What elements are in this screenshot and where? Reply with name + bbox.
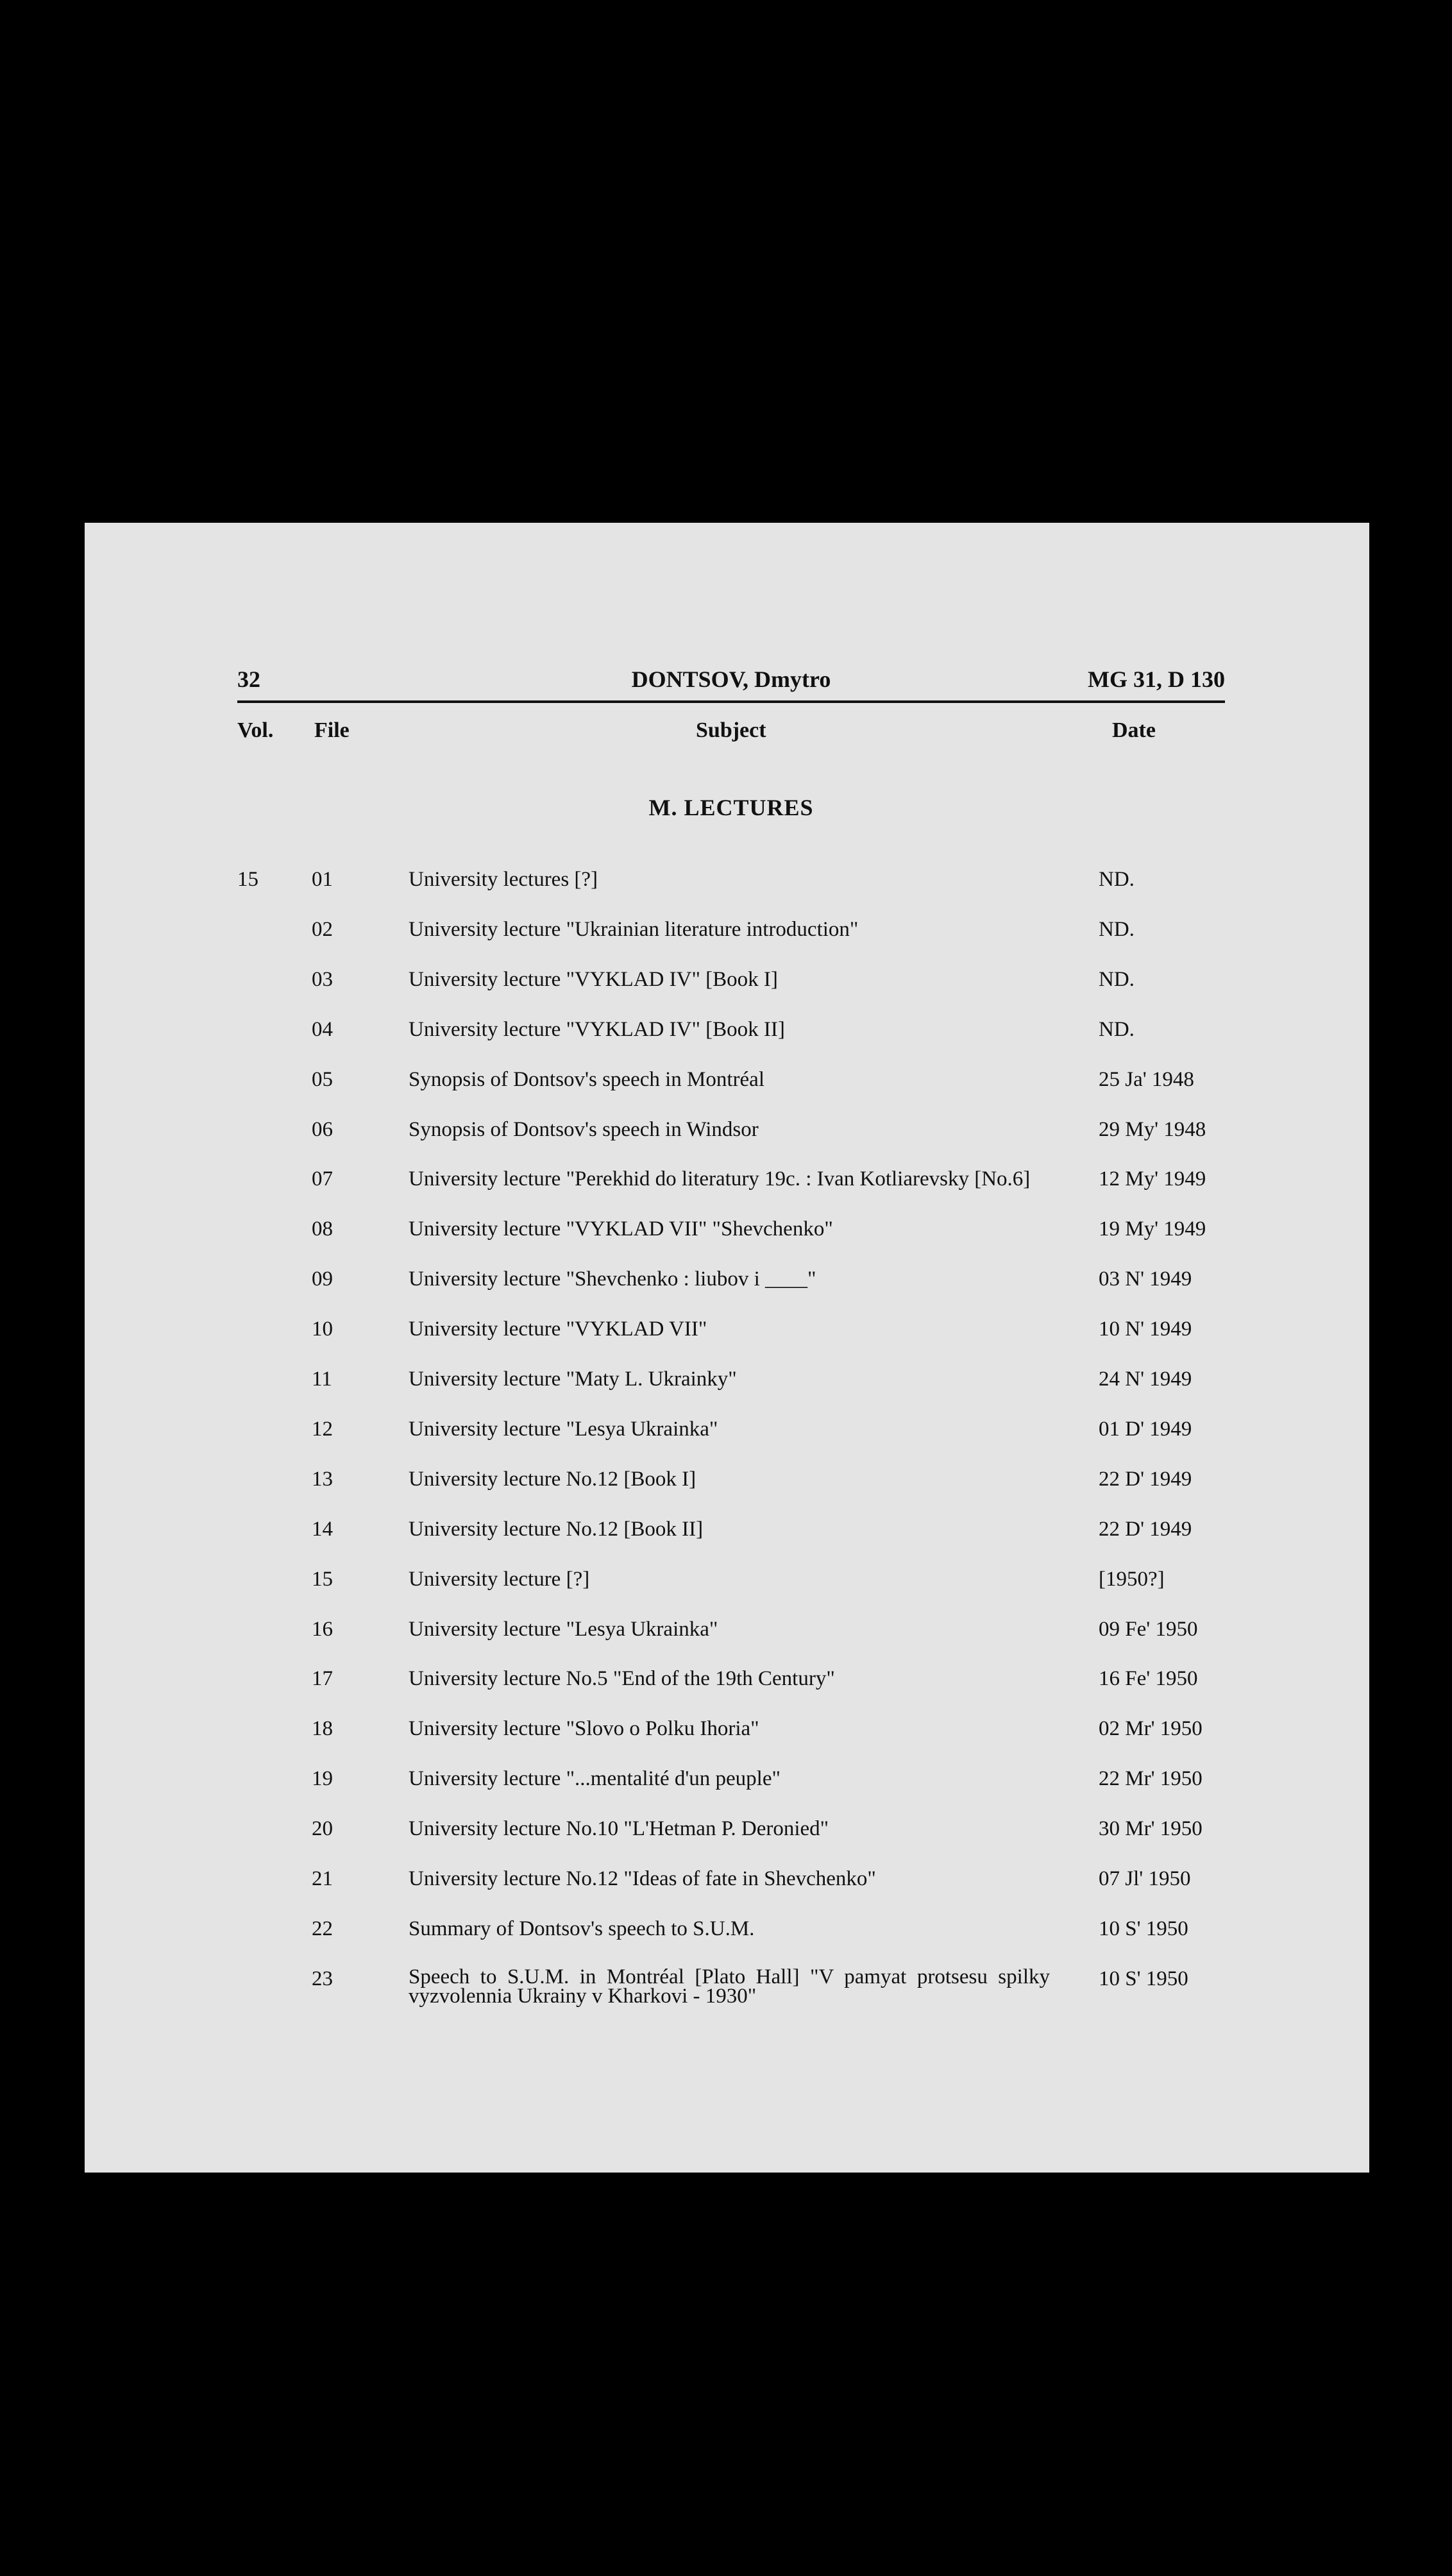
row-date: ND.	[1099, 1017, 1135, 1041]
row-subject: University lecture "VYKLAD VII"	[409, 1318, 707, 1341]
row-file: 17	[312, 1667, 333, 1691]
column-header-vol: Vol.	[237, 718, 274, 742]
row-date: 10 S' 1950	[1099, 1967, 1188, 1990]
header-rule	[237, 700, 1225, 703]
row-subject: University lecture "...mentalité d'un peuple"	[409, 1767, 781, 1791]
row-subject: University lecture No.5 "End of the 19th Century"	[409, 1667, 835, 1691]
table-row	[85, 1018, 1369, 1063]
column-header-file: File	[314, 718, 350, 742]
page-number: 32	[237, 666, 260, 692]
table-row	[85, 1118, 1369, 1163]
row-date: 12 My' 1949	[1099, 1167, 1206, 1191]
row-date: 30 Mr' 1950	[1099, 1817, 1203, 1841]
row-subject: University lecture "VYKLAD VII" "Shevchenko"	[409, 1217, 833, 1241]
table-row	[85, 1867, 1369, 1912]
table-row	[85, 1717, 1369, 1762]
row-file: 12	[312, 1417, 333, 1441]
table-row	[85, 1418, 1369, 1462]
row-date: 02 Mr' 1950	[1099, 1717, 1203, 1741]
row-date: 07 Jl' 1950	[1099, 1867, 1191, 1890]
row-file: 20	[312, 1817, 333, 1841]
table-row	[85, 1667, 1369, 1712]
table-row	[85, 1767, 1369, 1812]
row-date: 22 D' 1949	[1099, 1517, 1192, 1541]
column-header-date: Date	[1112, 718, 1156, 742]
row-file: 21	[312, 1867, 333, 1890]
row-file: 08	[312, 1217, 333, 1241]
row-subject: Speech to S.U.M. in Montréal [Plato Hall] "V pamyat protsesu spilky vyzvolennia Ukrainy v Kharkovi - 1930"	[409, 1965, 1050, 2008]
row-date: 29 My' 1948	[1099, 1117, 1206, 1141]
row-subject: University lecture "Perekhid do literatury 19c. : Ivan Kotliarevsky [No.6]	[409, 1167, 1031, 1191]
row-subject: University lecture "Maty L. Ukrainky"	[409, 1368, 737, 1391]
table-row	[85, 1917, 1369, 1962]
row-file: 13	[312, 1467, 333, 1491]
table-row	[85, 1817, 1369, 1862]
table-row	[85, 868, 1369, 913]
table-row	[85, 918, 1369, 963]
row-file: 03	[312, 967, 333, 991]
row-file: 16	[312, 1617, 333, 1641]
row-file: 10	[312, 1318, 333, 1341]
row-file: 05	[312, 1067, 333, 1091]
row-date: 01 D' 1949	[1099, 1417, 1192, 1441]
row-date: 09 Fe' 1950	[1099, 1617, 1198, 1641]
row-file: 04	[312, 1017, 333, 1041]
row-subject: University lecture "Lesya Ukrainka"	[409, 1617, 718, 1641]
row-date: 03 N' 1949	[1099, 1267, 1192, 1291]
row-date: 10 N' 1949	[1099, 1318, 1192, 1341]
row-subject: University lecture No.12 "Ideas of fate in Shevchenko"	[409, 1867, 876, 1890]
row-file: 11	[312, 1368, 332, 1391]
row-file: 14	[312, 1517, 333, 1541]
row-date: 24 N' 1949	[1099, 1368, 1192, 1391]
row-subject: University lecture "Lesya Ukrainka"	[409, 1417, 718, 1441]
table-row	[85, 968, 1369, 1013]
row-file: 15	[312, 1567, 333, 1591]
row-date: 10 S' 1950	[1099, 1917, 1188, 1940]
column-header-subject: Subject	[696, 718, 766, 742]
table-row	[85, 1217, 1369, 1262]
reference-code: MG 31, D 130	[1088, 666, 1225, 692]
row-file: 23	[312, 1967, 333, 1990]
document-page	[85, 523, 1369, 2173]
table-row	[85, 1618, 1369, 1663]
row-date: ND.	[1099, 967, 1135, 991]
row-subject: University lecture "Shevchenko : liubov i ____"	[409, 1267, 816, 1291]
row-subject: University lecture "VYKLAD IV" [Book II]	[409, 1017, 785, 1041]
table-row	[85, 1518, 1369, 1563]
row-subject: University lecture No.12 [Book II]	[409, 1517, 704, 1541]
row-subject: University lecture "Ukrainian literature introduction"	[409, 917, 859, 941]
row-file: 19	[312, 1767, 333, 1791]
row-file: 22	[312, 1917, 333, 1940]
row-file: 18	[312, 1717, 333, 1741]
row-date: [1950?]	[1099, 1567, 1165, 1591]
row-subject: University lecture No.12 [Book I]	[409, 1467, 696, 1491]
row-subject: Summary of Dontsov's speech to S.U.M.	[409, 1917, 755, 1940]
section-title: M. LECTURES	[648, 795, 814, 820]
row-subject: University lecture "VYKLAD IV" [Book I]	[409, 967, 778, 991]
table-row	[85, 1167, 1369, 1212]
table-row	[85, 1318, 1369, 1362]
row-subject: Synopsis of Dontsov's speech in Montréal	[409, 1067, 764, 1091]
table-row	[85, 1468, 1369, 1513]
table-row	[85, 1267, 1369, 1312]
row-subject: University lecture No.10 "L'Hetman P. Deronied"	[409, 1817, 829, 1841]
row-subject: University lecture "Slovo o Polku Ihoria"	[409, 1717, 759, 1741]
row-date: 22 Mr' 1950	[1099, 1767, 1203, 1791]
row-subject: University lecture [?]	[409, 1567, 590, 1591]
row-subject: University lectures [?]	[409, 868, 598, 891]
table-row	[85, 1568, 1369, 1613]
row-file: 07	[312, 1167, 333, 1191]
row-file: 01	[312, 868, 333, 891]
page-header	[237, 666, 1225, 698]
row-date: 25 Ja' 1948	[1099, 1067, 1194, 1091]
row-vol: 15	[237, 868, 258, 891]
table-row	[85, 1068, 1369, 1113]
row-date: 22 D' 1949	[1099, 1467, 1192, 1491]
row-file: 09	[312, 1267, 333, 1291]
row-date: ND.	[1099, 917, 1135, 941]
row-subject: Synopsis of Dontsov's speech in Windsor	[409, 1117, 759, 1141]
page-title: DONTSOV, Dmytro	[631, 666, 831, 692]
row-date: 19 My' 1949	[1099, 1217, 1206, 1241]
row-date: 16 Fe' 1950	[1099, 1667, 1198, 1691]
table-row	[85, 1967, 1369, 2012]
row-date: ND.	[1099, 868, 1135, 891]
table-row	[85, 1368, 1369, 1412]
row-file: 02	[312, 917, 333, 941]
row-file: 06	[312, 1117, 333, 1141]
